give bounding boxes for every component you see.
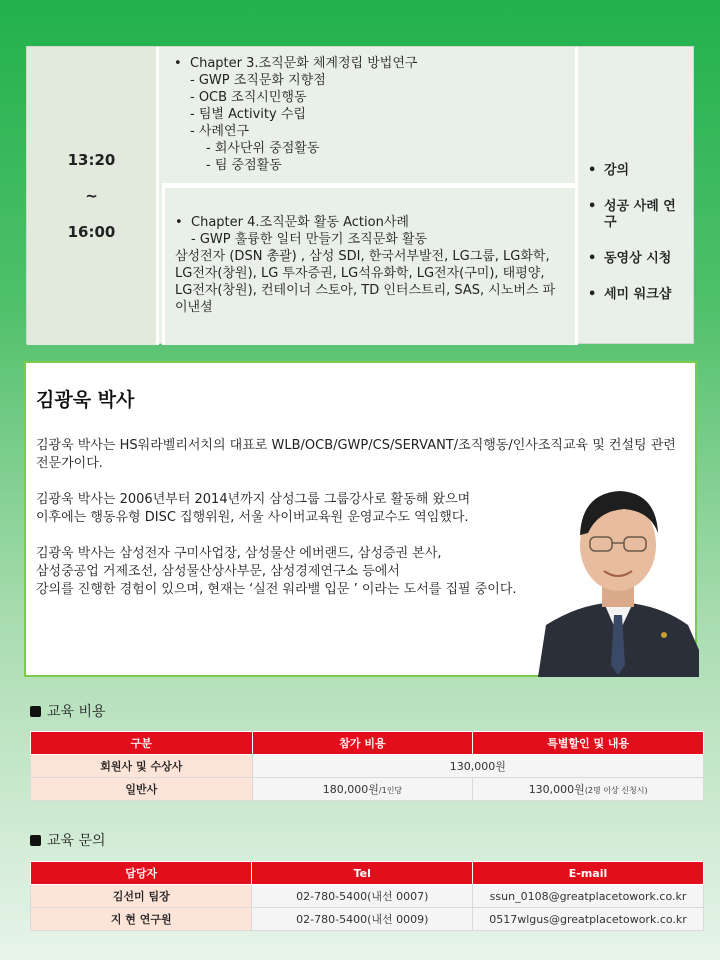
fees-heading-text: 교육 비용 — [47, 704, 106, 720]
contact-heading-text: 교육 문의 — [47, 833, 106, 849]
chapter3-item: - OCB 조직시민행동 — [190, 90, 307, 105]
table-row — [31, 908, 704, 931]
chapter3-item: - 팀별 Activity 수립 — [190, 107, 306, 122]
contact-name: 김선미 팀장 — [31, 885, 252, 908]
contact-email[interactable]: 0517wlgus@greatplacetowork.co.kr — [473, 908, 704, 931]
methods-cell: • 강의 • 성공 사례 연구 • 동영상 시청 • 세미 워크샵 — [575, 47, 695, 345]
fee-discount: 130,000원(2명 이상 신청시) — [473, 778, 704, 801]
fees-heading — [30, 701, 106, 721]
method-item: 동영상 시청 — [604, 251, 672, 266]
fees-header: 구분 — [31, 732, 253, 755]
instructor-bio-2a: 김광욱 박사는 2006년부터 2014년까지 삼성그룹 그룹강사로 활동해 왔으며 — [36, 492, 471, 507]
instructor-bio-3c: 강의를 진행한 경험이 있으며, 현재는 ‘실전 워라밸 입문 ’ 이라는 도서를 집필 중이다. — [36, 582, 517, 597]
table-row — [31, 885, 704, 908]
time-cell — [27, 47, 159, 345]
instructor-bio-1: 김광욱 박사는 HS워라벨리서치의 대표로 WLB/OCB/GWP/CS/SERVANT/조직행동/인사조직교육 및 컨설팅 관련 전문가이다. — [36, 438, 676, 471]
contact-name: 지 현 연구원 — [31, 908, 252, 931]
bullet-square-icon — [30, 835, 41, 846]
contact-tel: 02-780-5400(내선 0007) — [252, 885, 473, 908]
chapter3-block: • Chapter 3.조직문화 체계정립 방법연구 - GWP 조직문화 지향점 - OCB 조직시민행동 - 팀별 Activity 수립 - 사례연구 - 회사단위 중점활동 - 팀 중점활동 — [162, 47, 575, 186]
fee-label: 일반사 — [31, 778, 253, 801]
method-item: 성공 사례 연구 — [604, 199, 676, 230]
fee-price: 130,000원 — [252, 755, 703, 778]
bullet-square-icon — [30, 706, 41, 717]
chapter3-title: Chapter 3.조직문화 체계정립 방법연구 — [190, 56, 418, 71]
chapter4-companies: 삼성전자 (DSN 총괄) , 삼성 SDI, 한국서부발전, LG그룹, LG화학, LG전자(창원), LG 투자증권, LG석유화학, LG전자(구미), 태평양, LG전자(창원), 컨테이너 스토아, TD 인터스트리, SAS, 시노버스 파이낸셜 — [175, 249, 556, 315]
time-start: 13:20 — [67, 151, 116, 169]
instructor-name: 김광욱 박사 — [36, 389, 135, 411]
instructor-bio-3a: 김광욱 박사는 삼성전자 구미사업장, 삼성물산 에버랜드, 삼성증권 본사, — [36, 546, 442, 561]
chapter3-subitem: - 회사단위 중점활동 — [206, 141, 320, 156]
time-end: 16:00 — [67, 223, 116, 241]
fees-header: 참가 비용 — [252, 732, 473, 755]
method-item: 강의 — [604, 163, 630, 178]
contact-header: Tel — [252, 862, 473, 885]
chapter3-item: - GWP 조직문화 지향점 — [190, 73, 326, 88]
instructor-bio-3b: 삼성중공업 거제조선, 삼성물산상사부문, 삼성경제연구소 등에서 — [36, 564, 400, 579]
contact-header: E-mail — [473, 862, 704, 885]
fees-header: 특별할인 및 내용 — [473, 732, 704, 755]
chapter4-title: Chapter 4.조직문화 활동 Action사례 — [191, 215, 409, 230]
table-row — [31, 755, 704, 778]
contact-email[interactable]: ssun_0108@greatplacetowork.co.kr — [473, 885, 704, 908]
contact-header: 담당자 — [31, 862, 252, 885]
chapter3-item: - 사례연구 — [190, 124, 250, 139]
chapter4-block: • Chapter 4.조직문화 활동 Action사례 - GWP 훌륭한 일터 만들기 조직문화 활동 삼성전자 (DSN 총괄) , 삼성 SDI, 한국서부발전, LG그룹, LG화학, LG전자(창원), LG 투자증권, LG석유화학, LG전자(구미), 태평양, LG전자(창원), 컨테이너 스토아, TD 인터스트리, SAS, 시노버스 파이낸셜 — [162, 186, 575, 345]
fee-label: 회원사 및 수상사 — [31, 755, 253, 778]
method-item: 세미 워크샵 — [604, 287, 672, 302]
instructor-box — [24, 361, 697, 677]
contact-heading — [30, 830, 106, 850]
instructor-bio-2b: 이후에는 행동유형 DISC 집행위원, 서울 사이버교육원 운영교수도 역임했다. — [36, 510, 469, 525]
fee-price: 180,000원/1인당 — [252, 778, 473, 801]
table-row — [31, 778, 704, 801]
chapter4-item: - GWP 훌륭한 일터 만들기 조직문화 활동 — [191, 232, 428, 247]
time-separator: ~ — [85, 187, 98, 205]
contact-table — [30, 861, 704, 931]
fees-table — [30, 731, 704, 801]
instructor-photo — [538, 475, 699, 677]
chapter3-subitem: - 팀 중점활동 — [206, 158, 282, 173]
schedule-table — [26, 46, 694, 344]
contact-tel: 02-780-5400(내선 0009) — [252, 908, 473, 931]
